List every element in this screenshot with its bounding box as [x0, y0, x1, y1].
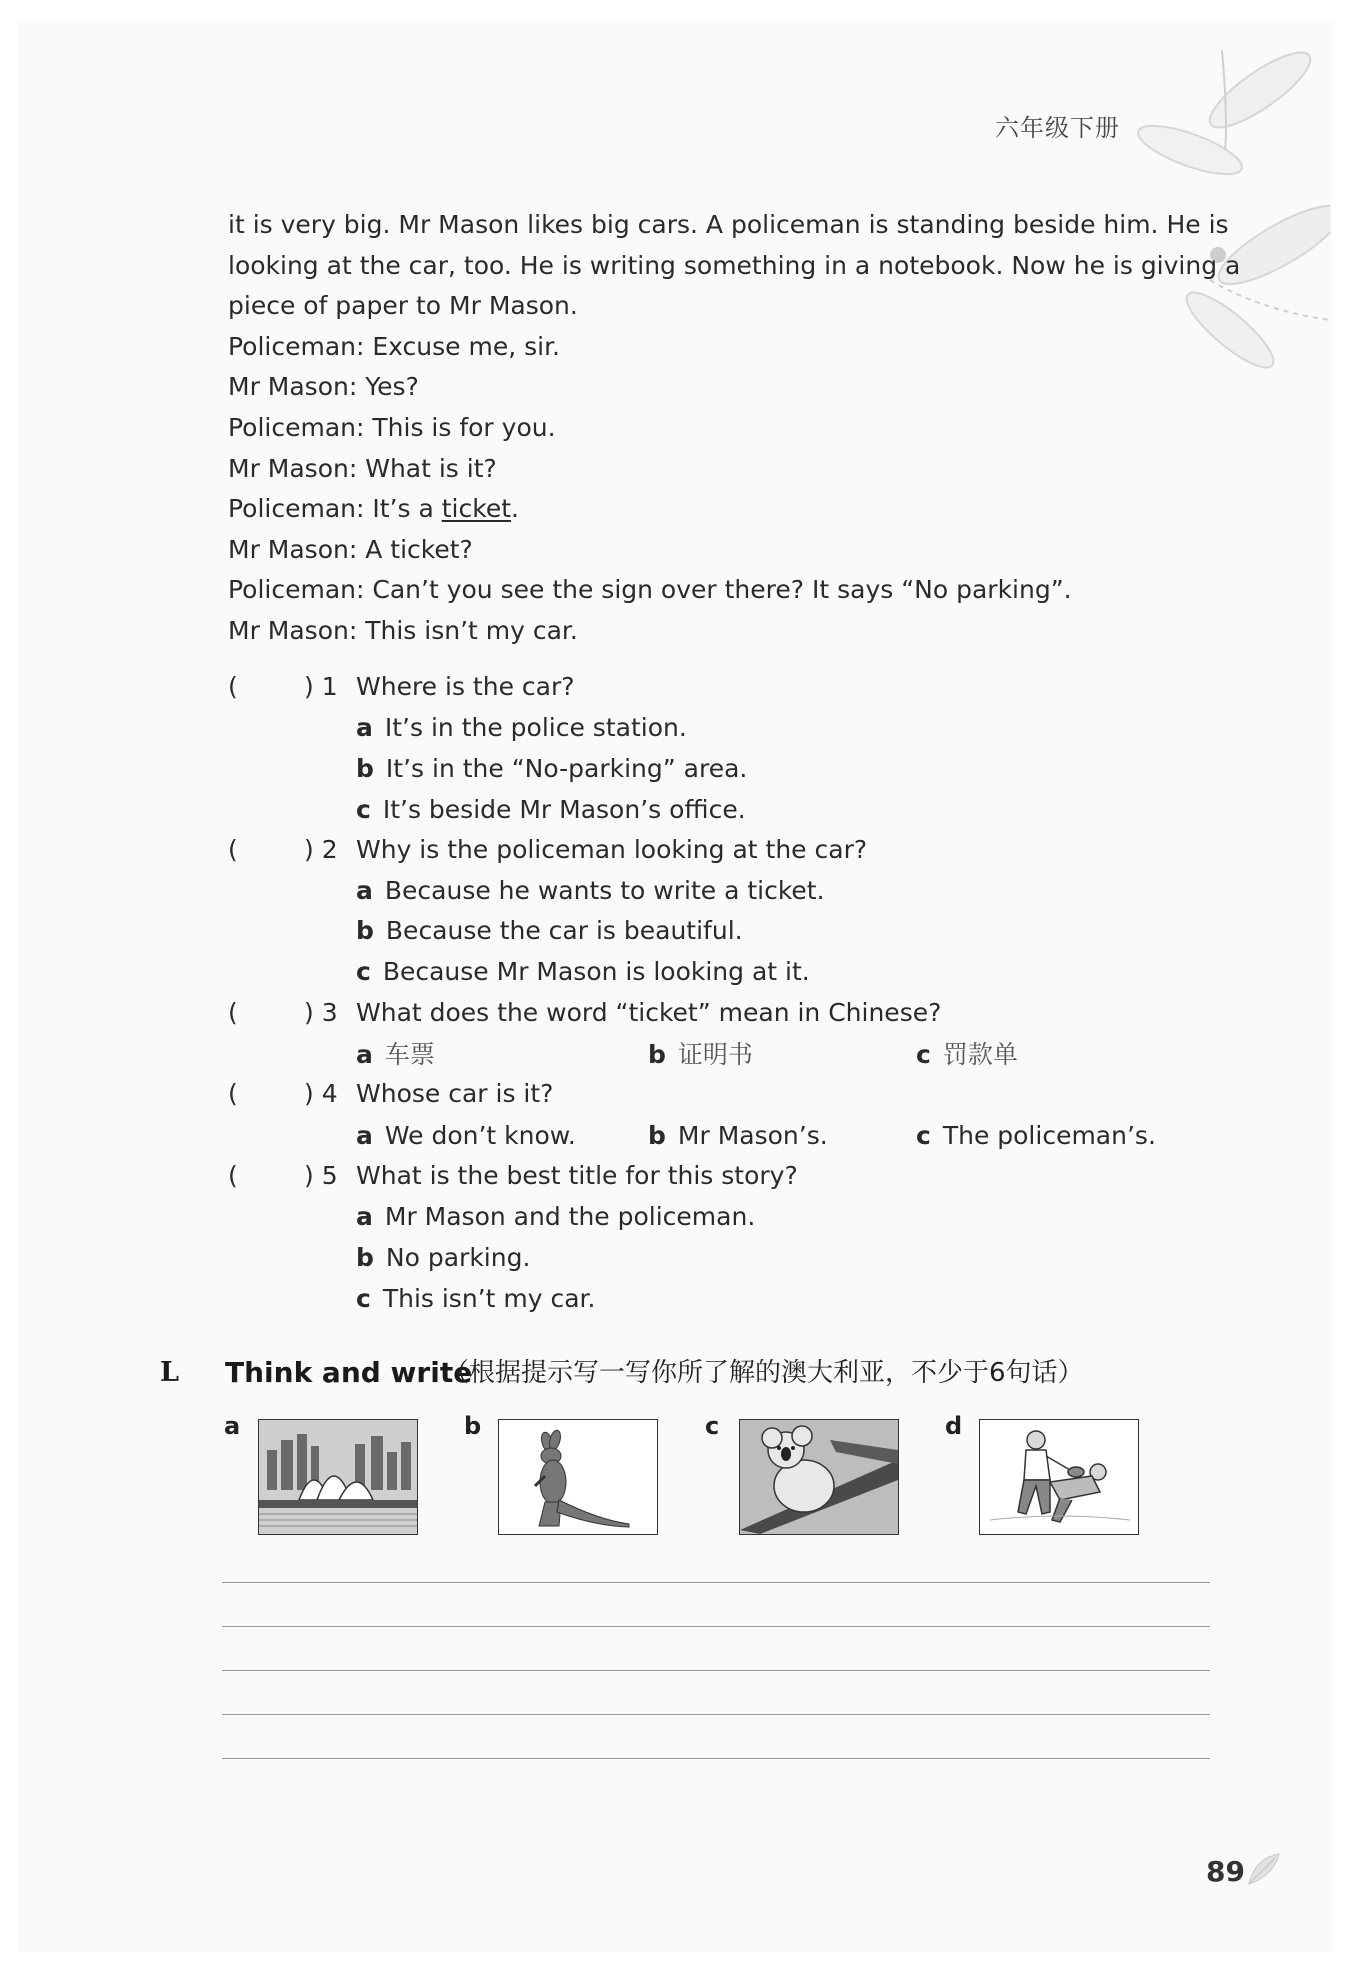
question-2 — [228, 829, 1228, 870]
picture-c — [739, 1419, 899, 1535]
option-2a[interactable] — [356, 870, 825, 911]
option-3c[interactable] — [916, 1034, 1018, 1075]
story-line: Mr Mason: What is it? — [228, 453, 497, 483]
option-1a[interactable] — [356, 707, 687, 748]
option-1c[interactable] — [356, 789, 746, 830]
story-line: Mr Mason: A ticket? — [228, 534, 473, 564]
option-letter: b — [648, 1040, 666, 1069]
question-text: Where is the car? — [356, 672, 575, 701]
writing-line[interactable] — [222, 1670, 1210, 1671]
option-4a[interactable] — [356, 1115, 576, 1156]
option-text: 车票 — [384, 1040, 435, 1069]
section-letter: L — [160, 1357, 179, 1388]
option-4c[interactable] — [916, 1115, 1156, 1156]
question-text: What does the word “ticket” mean in Chinese? — [356, 998, 942, 1027]
option-2c[interactable] — [356, 951, 810, 992]
option-text: It’s in the “No-parking” area. — [385, 754, 748, 783]
question-5 — [228, 1155, 1228, 1196]
story-line: Mr Mason: Yes? — [228, 372, 419, 402]
option-text: Because the car is beautiful. — [385, 916, 743, 945]
question-text: Whose car is it? — [356, 1079, 554, 1108]
option-letter: b — [356, 754, 374, 783]
option-letter: a — [356, 876, 373, 905]
option-3a[interactable] — [356, 1034, 435, 1075]
question-number: ) 1 — [304, 672, 338, 701]
option-text: Because he wants to write a ticket. — [384, 876, 825, 905]
option-text: 证明书 — [677, 1040, 753, 1069]
option-letter: b — [356, 916, 374, 945]
story-line-ticket — [228, 489, 1228, 530]
option-letter: b — [648, 1121, 666, 1150]
koala-icon — [740, 1420, 898, 1534]
question-number: ) 4 — [304, 1079, 338, 1108]
question-text: What is the best title for this story? — [356, 1161, 798, 1190]
story-text — [228, 205, 1241, 652]
answer-blank-open[interactable]: ( — [228, 998, 238, 1027]
option-2b[interactable] — [356, 910, 743, 951]
option-text: We don’t know. — [384, 1121, 576, 1150]
picture-b — [498, 1419, 658, 1535]
answer-blank-open[interactable]: ( — [228, 672, 238, 701]
option-4b[interactable] — [648, 1115, 828, 1156]
writing-line[interactable] — [222, 1626, 1210, 1627]
option-text: Because Mr Mason is looking at it. — [382, 957, 810, 986]
leaf-decoration-icon — [1245, 1850, 1283, 1888]
option-letter: c — [356, 957, 371, 986]
question-number: ) 3 — [304, 998, 338, 1027]
option-text: Mr Mason’s. — [677, 1121, 828, 1150]
picture-a — [258, 1419, 418, 1535]
option-1b[interactable] — [356, 748, 747, 789]
picture-label-a: a — [224, 1412, 241, 1440]
option-letter: a — [356, 1121, 373, 1150]
ticket-line-after: . — [511, 494, 519, 524]
option-letter: c — [916, 1121, 931, 1150]
story-line: Policeman: Can’t you see the sign over there? It says “No parking”. — [228, 575, 1072, 605]
option-text: No parking. — [385, 1243, 531, 1272]
option-letter: a — [356, 1202, 373, 1231]
grade-header: 六年级下册 — [995, 114, 1120, 142]
option-text: Mr Mason and the policeman. — [384, 1202, 756, 1231]
option-5a[interactable] — [356, 1196, 755, 1237]
question-text: Why is the policeman looking at the car? — [356, 835, 868, 864]
answer-blank-open[interactable]: ( — [228, 835, 238, 864]
writing-line[interactable] — [222, 1758, 1210, 1759]
question-number: ) 2 — [304, 835, 338, 864]
story-line: Mr Mason: This isn’t my car. — [228, 615, 578, 645]
picture-label-c: c — [705, 1412, 720, 1440]
option-letter: b — [356, 1243, 374, 1272]
story-line: it is very big. Mr Mason likes big cars. A policeman is standing beside him. He is — [228, 210, 1229, 239]
option-letter: a — [356, 1040, 373, 1069]
sydney-opera-house-icon — [259, 1420, 417, 1534]
option-text: 罚款单 — [942, 1040, 1018, 1069]
option-text: It’s in the police station. — [384, 713, 687, 742]
option-text: This isn’t my car. — [382, 1284, 596, 1313]
option-letter: a — [356, 713, 373, 742]
option-3b[interactable] — [648, 1034, 753, 1075]
answer-blank-open[interactable]: ( — [228, 1161, 238, 1190]
picture-d — [979, 1419, 1139, 1535]
writing-line[interactable] — [222, 1714, 1210, 1715]
option-letter: c — [356, 795, 371, 824]
option-text: It’s beside Mr Mason’s office. — [382, 795, 746, 824]
ticket-line-before: Policeman: It’s a — [228, 494, 442, 524]
story-line: Policeman: Excuse me, sir. — [228, 331, 561, 361]
answer-blank-open[interactable]: ( — [228, 1079, 238, 1108]
option-letter: c — [916, 1040, 931, 1069]
question-1 — [228, 666, 1228, 707]
picture-label-b: b — [464, 1412, 482, 1440]
question-3 — [228, 992, 1228, 1033]
option-5b[interactable] — [356, 1237, 530, 1278]
question-4 — [228, 1073, 1228, 1114]
section-instruction: （根据提示写一写你所了解的澳大利亚，不少于6句话） — [443, 1358, 1084, 1388]
option-text: The policeman’s. — [942, 1121, 1156, 1150]
option-letter: c — [356, 1284, 371, 1313]
kangaroo-icon — [499, 1420, 657, 1534]
section-l-heading — [160, 1351, 1260, 1395]
question-number: ) 5 — [304, 1161, 338, 1190]
section-title: Think and write — [225, 1356, 473, 1389]
rugby-players-icon — [980, 1420, 1138, 1534]
story-line: piece of paper to Mr Mason. — [228, 291, 578, 321]
option-5c[interactable] — [356, 1278, 595, 1319]
story-line: looking at the car, too. He is writing something in a notebook. Now he is giving a — [228, 250, 1241, 280]
ticket-word-underlined: ticket — [441, 494, 512, 524]
writing-line[interactable] — [222, 1582, 1210, 1583]
story-line: Policeman: This is for you. — [228, 412, 556, 442]
picture-label-d: d — [945, 1412, 963, 1440]
page-number: 89 — [1206, 1855, 1245, 1888]
